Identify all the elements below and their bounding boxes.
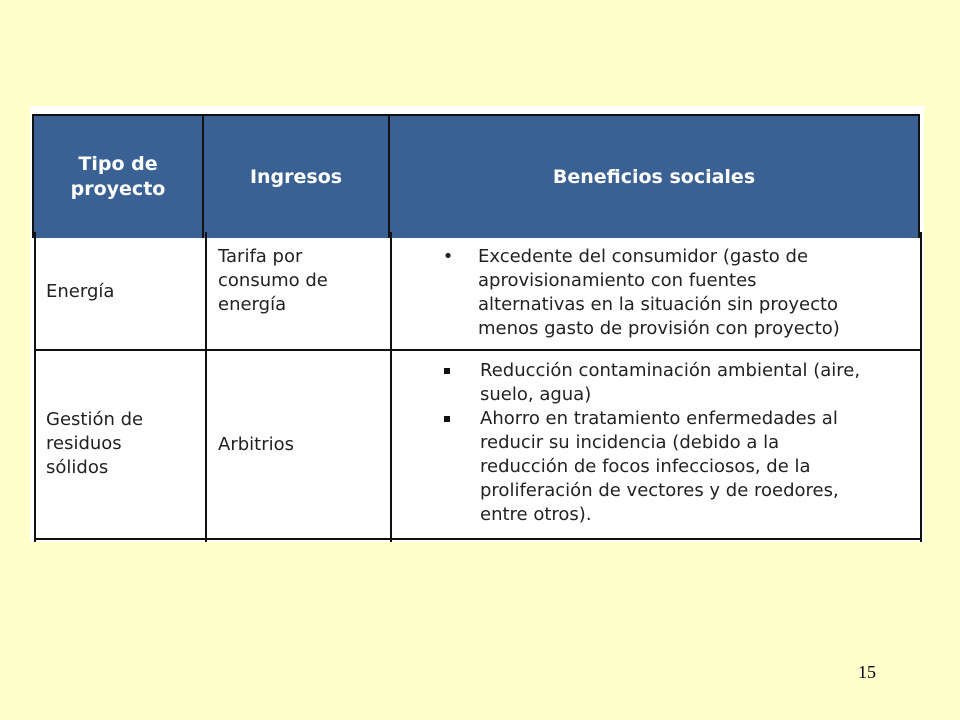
row-divider: [34, 349, 922, 351]
row1-benefit-line: Excedente del consumidor (gasto de: [478, 246, 809, 267]
row2-benefit1-line: suelo, agua): [480, 384, 592, 405]
square-bullet-icon: [444, 368, 450, 374]
list-item: [438, 407, 916, 527]
row2-benefit2-line: reducción de focos infecciosos, de la: [480, 456, 811, 477]
bullet-dot-icon: •: [442, 246, 454, 267]
row2-benefit2-line: entre otros).: [480, 504, 592, 525]
row2-benefit2-line: proliferación de vectores y de roedores,: [480, 480, 839, 501]
table-row-1-beneficios: [444, 245, 914, 341]
list-item: [438, 359, 916, 407]
row1-ingresos-line: consumo de: [218, 270, 328, 291]
square-bullet-icon: [444, 416, 450, 422]
header-tipo-line-2: proyecto: [70, 178, 166, 200]
header-ingresos: [204, 114, 390, 238]
table-row-2-ingresos: [218, 433, 383, 457]
table-border-left: [34, 232, 36, 542]
row2-tipo-line: sólidos: [46, 457, 109, 478]
row1-ingresos-line: Tarifa por: [218, 246, 303, 267]
table-border-bottom: [34, 538, 922, 540]
row1-benefit-line: aprovisionamiento con fuentes: [478, 270, 757, 291]
table-divider-2: [390, 232, 392, 542]
header-beneficios-sociales: [390, 114, 920, 238]
page-number: 15: [858, 662, 876, 682]
table-divider-1: [205, 232, 207, 542]
header-beneficios-label: Beneficios sociales: [552, 165, 756, 188]
table-row-2-beneficios: [438, 359, 916, 527]
row2-tipo-line: Gestión de: [46, 409, 144, 430]
list-item: [438, 245, 914, 341]
row2-benefit1-line: Reducción contaminación ambiental (aire,: [480, 360, 861, 381]
row1-ingresos-line: energía: [218, 294, 287, 315]
row2-ingresos-text: Arbitrios: [218, 434, 294, 455]
row1-benefit-line: menos gasto de provisión con proyecto): [478, 318, 840, 339]
benefits-table: [30, 106, 924, 542]
header-tipo-de-proyecto: [32, 114, 204, 238]
row1-tipo-text: Energía: [46, 281, 115, 302]
table-row-2-tipo: [46, 408, 196, 480]
table-border-right: [920, 232, 922, 542]
table-row-1-tipo: [46, 280, 196, 304]
row2-tipo-line: residuos: [46, 433, 122, 454]
row2-benefit2-line: reducir su incidencia (debido a la: [480, 432, 780, 453]
header-ingresos-label: Ingresos: [249, 165, 343, 188]
row1-benefit-line: alternativas en la situación sin proyecto: [478, 294, 839, 315]
header-tipo-line-1: Tipo de: [78, 153, 158, 175]
table-row-1-ingresos: [218, 245, 383, 317]
row2-benefit2-line: Ahorro en tratamiento enfermedades al: [480, 408, 838, 429]
